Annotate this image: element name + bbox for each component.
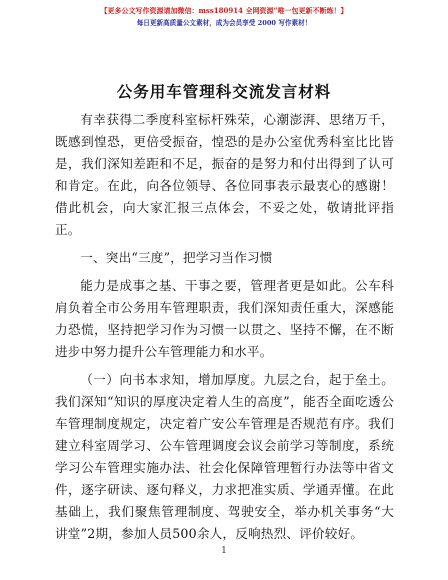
document-body [55, 109, 394, 545]
page-number: 1 [221, 546, 227, 556]
body-paragraph: （一）向书本求知，增加厚度。九层之台，起于垒土。我们深知“知识的厚度决定着人生的高度”，能否全面吃透公车管理制度规定，决定着广安公车管理是否规范有序。我们建立科室周学习、公车管理调度会议会前学习等制度，系统学习公车管理实施办法、社会化保障管理暂行办法等中省文件，逐字研读、逐句释义，力求把准实质、学通弄懂。在此基础上，我们聚焦管理制度、驾驶安全，举办机关事务“大讲堂”2期，参加人员500余人，反响热烈、评价较好。 [55, 372, 394, 541]
promo-banner-line-2: 每日更新高质量公文素材，成为会员享受 2000 写作素材！ [136, 19, 312, 27]
document-title: 公务用车管理科交流发言材料 [116, 83, 332, 101]
intro-paragraph: 有幸获得二季度科室标杆殊荣，心潮澎湃、思绪万千，既感到惶恐，更倍受振奋，惶恐的是办公室优秀科室比比皆是，我们深知差距和不足，振奋的是努力和付出得到了认可和肯定。在此，向各位领导、各位同事表示最衷心的感谢！借此机会，向大家汇报三点体会，不妥之处，敬请批评指正。 [55, 112, 394, 237]
section-heading: 一、突出“三度”，把学习当作习惯 [80, 250, 273, 265]
body-paragraph: 能力是成事之基、干事之要，管理者更是如此。公车科肩负着全市公务用车管理职责，我们深知责任重大，深感能力恐慌，坚持把学习作为习惯一以贯之、坚持不懈，在不断进步中努力提升公车管理能力和水平。 [55, 278, 394, 359]
promo-banner-line-1: 【更多公文写作资源请加微信：mss180914 全网资源“唯一包更新不断炼！】 [100, 6, 348, 15]
